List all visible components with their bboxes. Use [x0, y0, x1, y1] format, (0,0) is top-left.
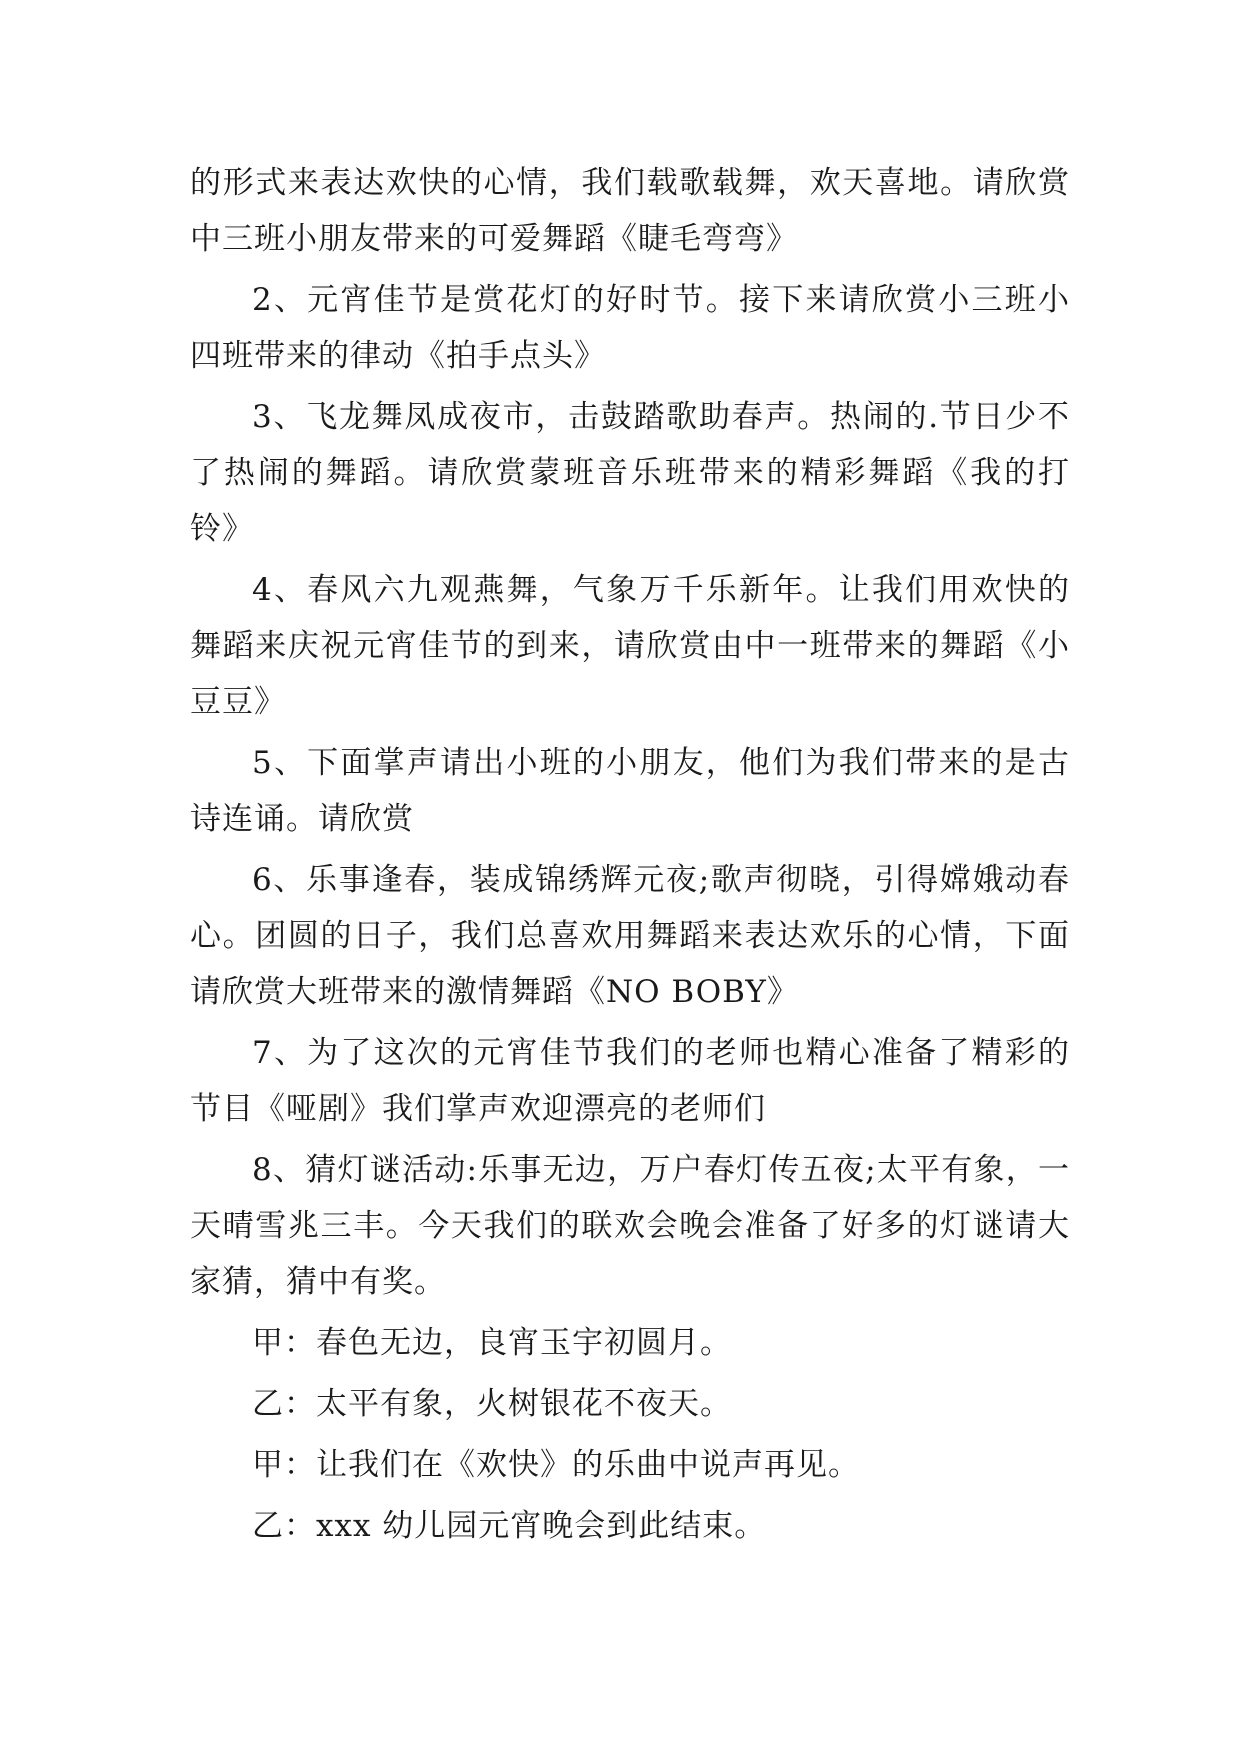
paragraph-item-2: 2、元宵佳节是赏花灯的好时节。接下来请欣赏小三班小四班带来的律动《拍手点头》 — [190, 282, 1070, 374]
dialogue-line-yi-1: 乙：太平有象，火树银花不夜天。 — [252, 1386, 732, 1422]
paragraph-item-4: 4、春风六九观燕舞，气象万千乐新年。让我们用欢快的舞蹈来庆祝元宵佳节的到来，请欣赏由中一班带来的舞蹈《小豆豆》 — [190, 572, 1070, 720]
paragraph-item-7: 7、为了这次的元宵佳节我们的老师也精心准备了精彩的节目《哑剧》我们掌声欢迎漂亮的老师们 — [190, 1035, 1070, 1127]
document-page — [190, 155, 1070, 1559]
paragraph-item-8: 8、猜灯谜活动:乐事无边，万户春灯传五夜;太平有象，一天晴雪兆三丰。今天我们的联欢会晚会准备了好多的灯谜请大家猜，猜中有奖。 — [190, 1152, 1070, 1300]
paragraph-item-6: 6、乐事逢春，装成锦绣辉元夜;歌声彻晓，引得嫦娥动春心。团圆的日子，我们总喜欢用舞蹈来表达欢乐的心情，下面请欣赏大班带来的激情舞蹈《NO BOBY》 — [190, 862, 1070, 1010]
dialogue-line-jia-1: 甲：春色无边，良宵玉宇初圆月。 — [252, 1325, 732, 1361]
dialogue-line-yi-2: 乙：xxx 幼儿园元宵晚会到此结束。 — [252, 1508, 767, 1544]
paragraph-continuation: 的形式来表达欢快的心情，我们载歌载舞，欢天喜地。请欣赏中三班小朋友带来的可爱舞蹈《睫毛弯弯》 — [190, 165, 1070, 257]
dialogue-line-jia-2: 甲：让我们在《欢快》的乐曲中说声再见。 — [252, 1447, 860, 1483]
paragraph-item-3: 3、飞龙舞凤成夜市，击鼓踏歌助春声。热闹的.节日少不了热闹的舞蹈。请欣赏蒙班音乐班带来的精彩舞蹈《我的打铃》 — [190, 399, 1070, 547]
paragraph-item-5: 5、下面掌声请出小班的小朋友，他们为我们带来的是古诗连诵。请欣赏 — [190, 745, 1070, 837]
